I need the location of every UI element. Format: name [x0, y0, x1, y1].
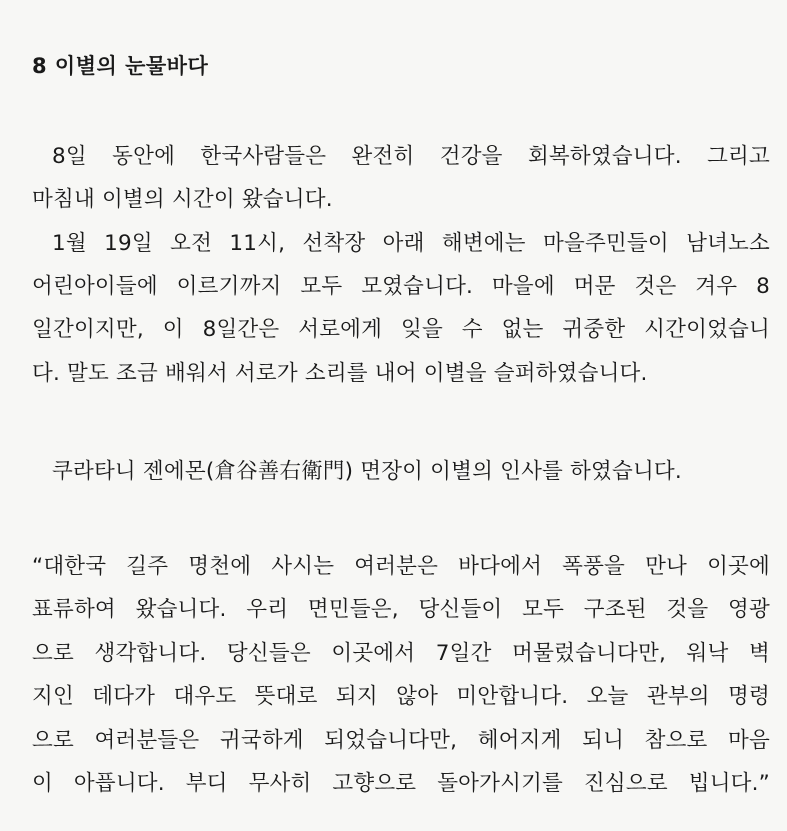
paragraph-2-line-4: 다. 말도 조금 배워서 서로가 소리를 내어 이별을 슬퍼하였습니다. — [32, 361, 648, 386]
quote-line-5: 으로 여러분들은 귀국하게 되었습니다만, 헤어지게 되니 참으로 마음 — [32, 728, 770, 753]
paragraph-3-line-1: 쿠라타니 젠에몬(倉谷善右衛門) 면장이 이별의 인사를 하였습니다. — [52, 459, 682, 484]
quote-line-4: 지인 데다가 대우도 뜻대로 되지 않아 미안합니다. 오늘 관부의 명령 — [32, 684, 770, 709]
paragraph-2-line-3: 일간이지만, 이 8일간은 서로에게 잊을 수 없는 귀중한 시간이었습니 — [32, 317, 770, 342]
paragraph-1-line-2: 마침내 이별의 시간이 왔습니다. — [32, 187, 333, 212]
quote-line-3: 으로 생각합니다. 당신들은 이곳에서 7일간 머물렀습니다만, 워낙 벽 — [32, 641, 770, 666]
quote-line-6: 이 아픕니다. 부디 무사히 고향으로 돌아가시기를 진심으로 빕니다.” — [32, 771, 770, 796]
quote-line-1: “대한국 길주 명천에 사시는 여러분은 바다에서 폭풍을 만나 이곳에 — [32, 554, 770, 579]
paragraph-2-line-2: 어린아이들에 이르기까지 모두 모였습니다. 마을에 머문 것은 겨우 8 — [32, 274, 770, 299]
paragraph-2-line-1: 1월 19일 오전 11시, 선착장 아래 해변에는 마을주민들이 남녀노소 — [52, 231, 770, 256]
quote-line-2: 표류하여 왔습니다. 우리 면민들은, 당신들이 모두 구조된 것을 영광 — [32, 597, 770, 622]
paragraph-1-line-1: 8일 동안에 한국사람들은 완전히 건강을 회복하였습니다. 그리고 — [52, 144, 770, 169]
chapter-heading: 8 이별의 눈물바다 — [32, 54, 209, 78]
